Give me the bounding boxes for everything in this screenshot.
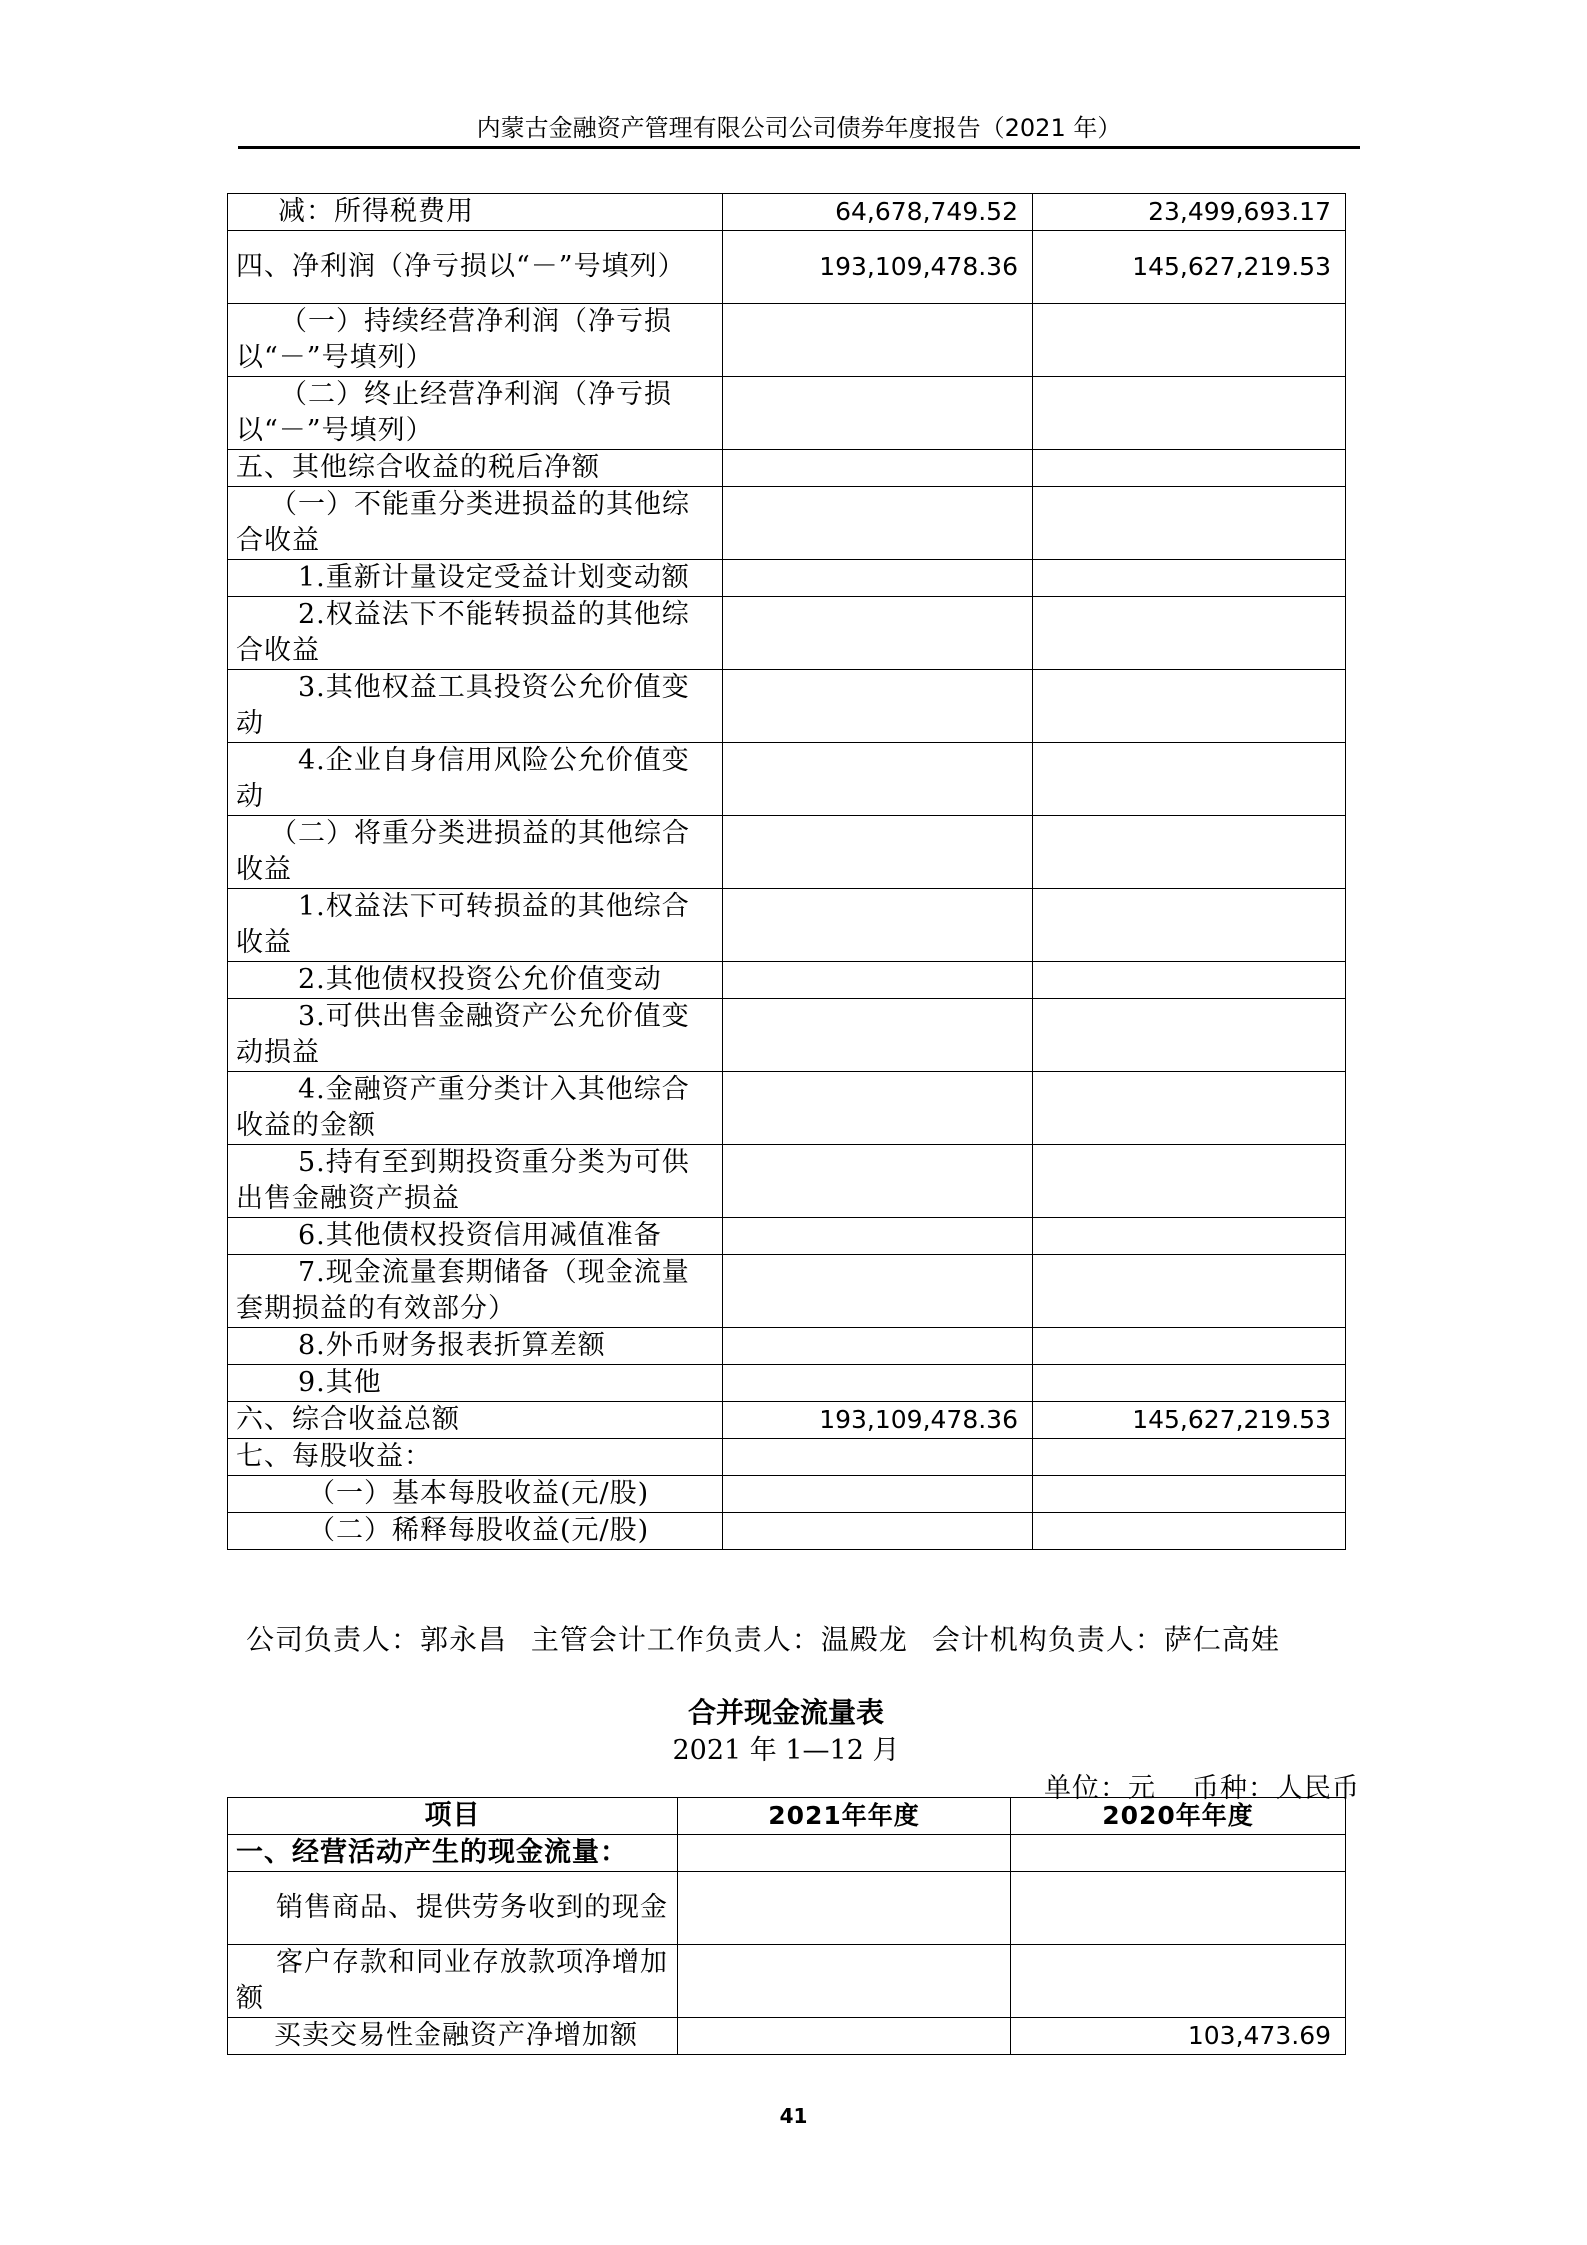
- row-label: 七、每股收益：: [228, 1439, 723, 1476]
- page-number: 41: [779, 2104, 808, 2128]
- table-row: [228, 670, 1346, 743]
- current-value: [723, 1513, 1033, 1550]
- current-value: [723, 670, 1033, 743]
- current-value: [678, 1872, 1011, 1945]
- current-value: [723, 487, 1033, 560]
- table-row: [228, 1218, 1346, 1255]
- previous-value: [1033, 1513, 1346, 1550]
- previous-value: 145,627,219.53: [1033, 1402, 1346, 1439]
- previous-value: [1033, 1328, 1346, 1365]
- row-label: （二）稀释每股收益(元/股): [228, 1513, 723, 1550]
- previous-value: [1033, 1476, 1346, 1513]
- previous-value: [1033, 487, 1346, 560]
- row-label: 销售商品、提供劳务收到的现金: [228, 1872, 678, 1945]
- table-row: [228, 1476, 1346, 1513]
- row-label: 9.其他: [228, 1365, 723, 1402]
- previous-value: 23,499,693.17: [1033, 194, 1346, 231]
- table-row: [228, 450, 1346, 487]
- row-label: （二）将重分类进损益的其他综合收益: [228, 816, 723, 889]
- current-value: 64,678,749.52: [723, 194, 1033, 231]
- header-row: [228, 1798, 1346, 1835]
- row-label: 7.现金流量套期储备（现金流量套期损益的有效部分）: [228, 1255, 723, 1328]
- row-label: 四、净利润（净亏损以“－”号填列）: [228, 231, 723, 304]
- table-row: [228, 1365, 1346, 1402]
- row-label: 六、综合收益总额: [228, 1402, 723, 1439]
- previous-value: 145,627,219.53: [1033, 231, 1346, 304]
- table-row: [228, 377, 1346, 450]
- header-rule: [238, 146, 1360, 149]
- table-row: [228, 1328, 1346, 1365]
- previous-value: [1033, 597, 1346, 670]
- row-label: 2.其他债权投资公允价值变动: [228, 962, 723, 999]
- current-value: [723, 743, 1033, 816]
- current-value: [723, 1145, 1033, 1218]
- previous-value: [1033, 816, 1346, 889]
- table-row: [228, 194, 1346, 231]
- currency-label: 币种：人民币: [1192, 1773, 1360, 1804]
- table-row: [228, 889, 1346, 962]
- previous-value: [1033, 450, 1346, 487]
- table-row: [228, 1072, 1346, 1145]
- previous-year-header-text: 2020年年度: [1102, 1801, 1254, 1830]
- row-label: 减：所得税费用: [228, 194, 723, 231]
- previous-value: [1033, 962, 1346, 999]
- previous-value: [1033, 1145, 1346, 1218]
- current-value: [723, 304, 1033, 377]
- current-year-header-text: 2021年年度: [768, 1801, 920, 1830]
- row-label: 3.可供出售金融资产公允价值变动损益: [228, 999, 723, 1072]
- previous-value: [1033, 889, 1346, 962]
- current-value: [723, 1255, 1033, 1328]
- current-value: [723, 1072, 1033, 1145]
- cash-flow-title: 合并现金流量表: [687, 1696, 884, 1729]
- row-label: （二）终止经营净利润（净亏损以“－”号填列）: [228, 377, 723, 450]
- current-value: [723, 450, 1033, 487]
- current-value: [723, 1328, 1033, 1365]
- previous-value: [1033, 1218, 1346, 1255]
- current-value: [723, 1218, 1033, 1255]
- table-row: [228, 1439, 1346, 1476]
- unit-label: 单位：元: [1044, 1773, 1156, 1804]
- current-value: [723, 560, 1033, 597]
- previous-value: [1033, 1365, 1346, 1402]
- income-statement-table: [227, 193, 1346, 1550]
- previous-value: [1033, 670, 1346, 743]
- row-label: 4.企业自身信用风险公允价值变动: [228, 743, 723, 816]
- current-value: [723, 962, 1033, 999]
- table-row: [228, 1255, 1346, 1328]
- row-label: 2.权益法下不能转损益的其他综合收益: [228, 597, 723, 670]
- table-row: [228, 1402, 1346, 1439]
- table-row: [228, 1513, 1346, 1550]
- previous-value: [1011, 1945, 1346, 2018]
- row-label: 1.重新计量设定受益计划变动额: [228, 560, 723, 597]
- table-row: [228, 304, 1346, 377]
- previous-value: [1033, 999, 1346, 1072]
- row-label: （一）不能重分类进损益的其他综合收益: [228, 487, 723, 560]
- row-label: 一、经营活动产生的现金流量：: [228, 1835, 678, 1872]
- table-row: [228, 743, 1346, 816]
- cash-flow-period: 2021 年 1—12 月: [672, 1735, 900, 1766]
- table-row: [228, 560, 1346, 597]
- row-label: （一）基本每股收益(元/股): [228, 1476, 723, 1513]
- current-value: [678, 2018, 1011, 2055]
- previous-value: [1033, 560, 1346, 597]
- table-row: [228, 816, 1346, 889]
- row-label: 6.其他债权投资信用减值准备: [228, 1218, 723, 1255]
- current-value: [678, 1945, 1011, 2018]
- current-value: [723, 1439, 1033, 1476]
- table-row: [228, 1945, 1346, 2018]
- previous-value: [1033, 743, 1346, 816]
- current-value: [723, 999, 1033, 1072]
- table-row: [228, 1145, 1346, 1218]
- current-value: [723, 597, 1033, 670]
- table-row: [228, 597, 1346, 670]
- current-value: [723, 816, 1033, 889]
- table-row: [228, 231, 1346, 304]
- row-label: 8.外币财务报表折算差额: [228, 1328, 723, 1365]
- table-row: [228, 1872, 1346, 1945]
- current-value: 193,109,478.36: [723, 231, 1033, 304]
- current-value: 193,109,478.36: [723, 1402, 1033, 1439]
- row-label: 1.权益法下可转损益的其他综合收益: [228, 889, 723, 962]
- current-value: [723, 377, 1033, 450]
- signatures-line: [246, 1618, 1294, 1658]
- row-label: 5.持有至到期投资重分类为可供出售金融资产损益: [228, 1145, 723, 1218]
- row-label: 3.其他权益工具投资公允价值变动: [228, 670, 723, 743]
- accounting-org-head: 会计机构负责人：萨仁高娃: [931, 1623, 1280, 1656]
- row-label: 买卖交易性金融资产净增加额: [228, 2018, 678, 2055]
- company-head: 公司负责人：郭永昌: [246, 1623, 508, 1656]
- previous-value: [1033, 1072, 1346, 1145]
- current-value: [723, 889, 1033, 962]
- previous-value: [1011, 1835, 1346, 1872]
- previous-year-header: [1011, 1798, 1346, 1835]
- current-year-header: [678, 1798, 1011, 1835]
- current-value: [723, 1476, 1033, 1513]
- table-row: [228, 1835, 1346, 1872]
- current-value: [723, 1365, 1033, 1402]
- item-header: 项目: [228, 1798, 678, 1835]
- previous-value: [1033, 1255, 1346, 1328]
- row-label: 4.金融资产重分类计入其他综合收益的金额: [228, 1072, 723, 1145]
- table-row: [228, 999, 1346, 1072]
- row-label: （一）持续经营净利润（净亏损以“－”号填列）: [228, 304, 723, 377]
- accounting-head: 主管会计工作负责人：温殿龙: [530, 1623, 908, 1656]
- row-label: 客户存款和同业存放款项净增加额: [228, 1945, 678, 2018]
- previous-value: [1011, 1872, 1346, 1945]
- table-row: [228, 962, 1346, 999]
- previous-value: [1033, 377, 1346, 450]
- previous-value: 103,473.69: [1011, 2018, 1346, 2055]
- table-row: [228, 2018, 1346, 2055]
- previous-value: [1033, 1439, 1346, 1476]
- current-value: [678, 1835, 1011, 1872]
- row-label: 五、其他综合收益的税后净额: [228, 450, 723, 487]
- table-row: [228, 487, 1346, 560]
- cash-flow-table: [227, 1797, 1346, 2055]
- previous-value: [1033, 304, 1346, 377]
- report-header: 内蒙古金融资产管理有限公司公司债券年度报告（2021 年）: [476, 114, 1122, 142]
